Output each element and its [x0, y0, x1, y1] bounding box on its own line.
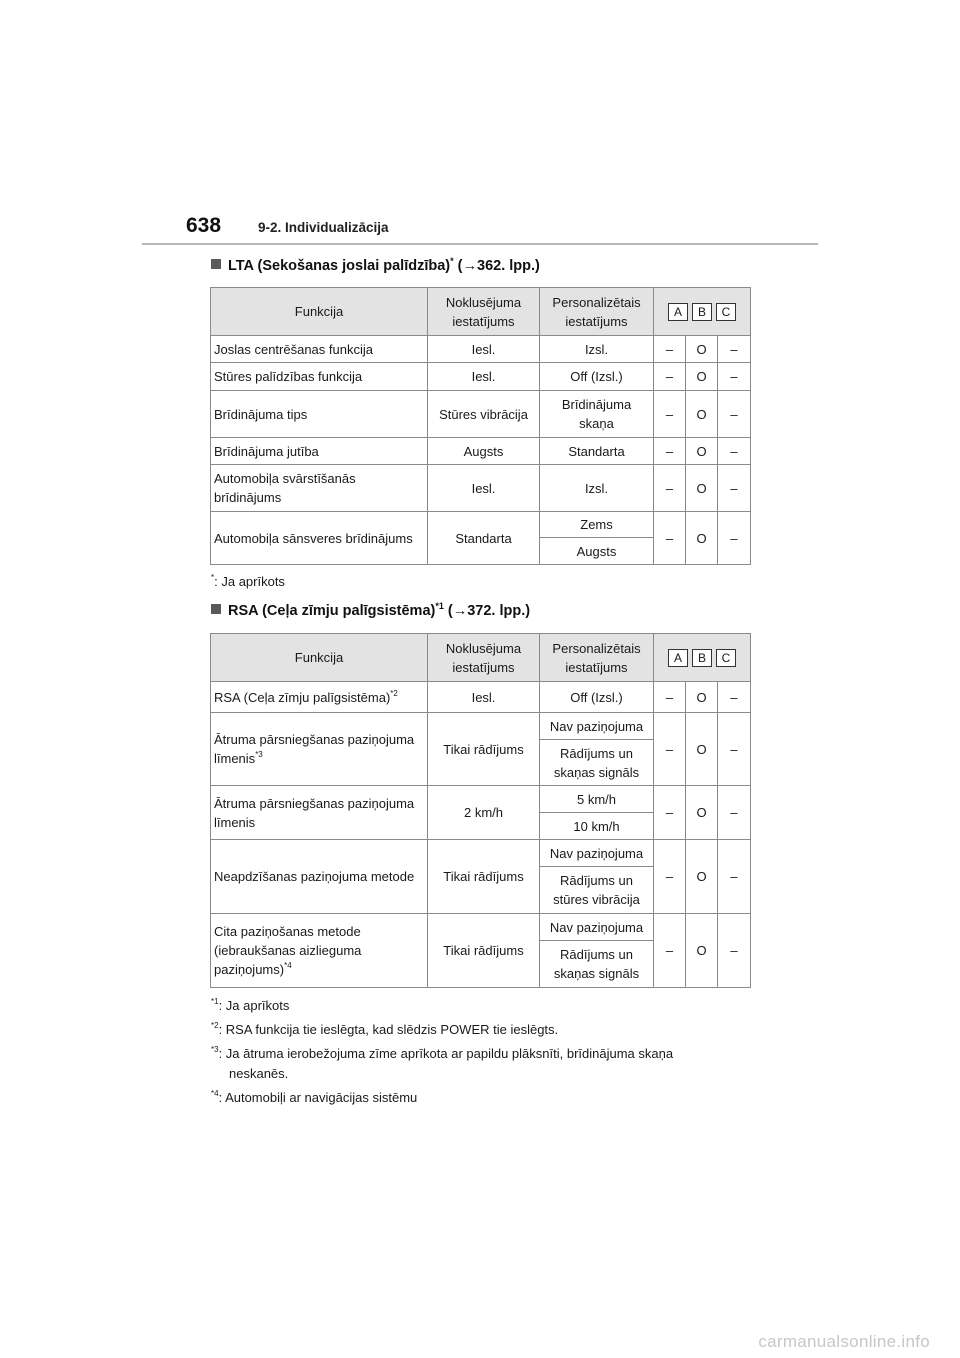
rsa-table-header — [211, 634, 751, 682]
watermark: carmanualsonline.info — [758, 1332, 930, 1351]
label-c: C — [716, 303, 736, 321]
col-abc — [654, 288, 751, 336]
header-divider — [142, 243, 818, 245]
lta-footnote: *: Ja aprīkots — [211, 573, 285, 589]
table-row: Joslas centrēšanas funkcija Iesl. Izsl. – O – — [211, 336, 751, 363]
rsa-footnote-1: $^{*1}$: Ja aprīkots — [211, 997, 290, 1013]
col-custom: Personalizētais iestatījums — [540, 634, 654, 682]
col-function: Funkcija — [211, 288, 428, 336]
table-row: Rādījums un skaņas signāls — [211, 740, 751, 786]
col-default: Noklusējuma iestatījums — [428, 288, 540, 336]
chapter-title: 9-2. Individualizācija — [258, 220, 389, 235]
table-row: Rādījums un stūres vibrācija — [211, 867, 751, 914]
rsa-section-title: RSA (Ceļa zīmju palīgsistēma)$^{*1}$ (→372. lpp.) — [211, 603, 530, 619]
table-row: Rādījums un skaņas signāls — [211, 941, 751, 988]
col-abc — [654, 634, 751, 682]
label-b: B — [692, 649, 712, 667]
rsa-footnote-3: $^{*3}$: Ja ātruma ierobežojuma zīme aprīkota ar papildu plāksnīti, brīdinājuma skaņa neskanēs. — [211, 1045, 674, 1081]
col-function: Funkcija — [211, 634, 428, 682]
label-b: B — [692, 303, 712, 321]
rsa-table — [210, 633, 751, 988]
table-row: Automobiļa sānsveres brīdinājums Standarta Zems – O – — [211, 512, 751, 538]
page-number: 638 — [186, 214, 222, 237]
table-row: 10 km/h — [211, 813, 751, 840]
table-row: Stūres palīdzības funkcija Iesl. Off (Izsl.) – O – — [211, 363, 751, 391]
lta-section-title: LTA (Sekošanas joslai palīdzība)* (→362. lpp.) — [211, 258, 540, 274]
lta-table — [210, 287, 751, 565]
rsa-footnote-4: $^{*4}$: Automobiļi ar navigācijas sistēmu — [211, 1089, 418, 1105]
table-row: Brīdinājuma tips Stūres vibrācija Brīdinājuma skaņa – O – — [211, 391, 751, 438]
table-row: Ātruma pārsniegšanas paziņojuma līmenis 2 km/h 5 km/h – O – — [211, 786, 751, 813]
label-a: A — [668, 649, 688, 667]
col-default: Noklusējuma iestatījums — [428, 634, 540, 682]
label-a: A — [668, 303, 688, 321]
label-c: C — [716, 649, 736, 667]
table-row: Ātruma pārsniegšanas paziņojuma līmenis$^{*3}$ Tikai rādījums Nav paziņojuma – O – — [211, 713, 751, 740]
square-bullet-icon — [211, 604, 221, 614]
table-row: Cita paziņošanas metode (iebraukšanas aizlieguma paziņojums)$^{*4}$ Tikai rādījums Nav paziņojuma – O – — [211, 914, 751, 941]
table-row: RSA (Ceļa zīmju palīgsistēma)$^{*2}$ Iesl. Off (Izsl.) – O – — [211, 682, 751, 713]
square-bullet-icon — [211, 259, 221, 269]
table-row: Neapdzīšanas paziņojuma metode Tikai rādījums Nav paziņojuma – O – — [211, 840, 751, 867]
col-custom: Personalizētais iestatījums — [540, 288, 654, 336]
table-row: Automobiļa svārstīšanās brīdinājums Iesl. Izsl. – O – — [211, 465, 751, 512]
rsa-footnote-2: $^{*2}$: RSA funkcija tie ieslēgta, kad slēdzis POWER tie ieslēgts. — [211, 1021, 559, 1037]
table-row: Augsts — [211, 538, 751, 565]
lta-table-header — [211, 288, 751, 336]
table-row: Brīdinājuma jutība Augsts Standarta – O – — [211, 438, 751, 465]
